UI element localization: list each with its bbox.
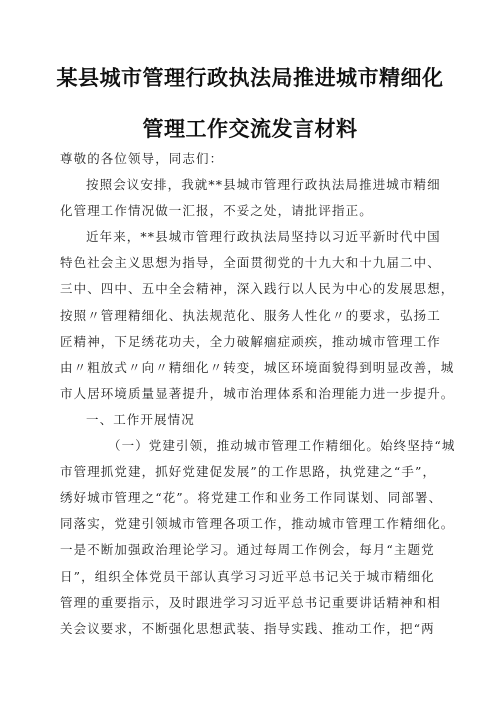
paragraph-line: 绣好城市管理之“花”。将党建工作和业务工作同谋划、同部署、 (60, 490, 443, 506)
paragraph-line: 日”，组织全体党员干部认真学习习近平总书记关于城市精细化 (60, 568, 435, 584)
document-body (60, 146, 456, 642)
document-title-line-1: 某县城市管理行政执法局推进城市精细化 (56, 66, 444, 90)
paragraph-line: 化管理工作情况做一汇报，不妥之处，请批评指正。 (60, 203, 373, 219)
paragraph-line: 三中、四中、五中全会精神，深入践行以人民为中心的发展思想， (60, 281, 455, 297)
paragraph-line: 按照会议安排，我就**县城市管理行政执法局推进城市精细 (86, 177, 441, 193)
paragraph-line: 市管理抓党建，抓好党建促发展”的工作思路，执党建之“手”， (60, 464, 437, 480)
paragraph-line: 特色社会主义思想为指导，全面贯彻党的十九大和十九届二中、 (60, 255, 441, 271)
paragraph-line: 同落实，党建引领城市管理各项工作，推动城市管理工作精细化。 (60, 516, 455, 532)
salutation: 尊敬的各位领导，同志们： (60, 151, 224, 166)
document-title-line-2: 管理工作交流发言材料 (142, 117, 358, 141)
paragraph-line: （一）党建引领，推动城市管理工作精细化。始终坚持“城 (108, 438, 456, 454)
paragraph-line: 近年来，**县城市管理行政执法局坚持以习近平新时代中国 (86, 229, 441, 245)
paragraph-line: 由〃粗放式〃向〃精细化〃转变，城区环境面貌得到明显改善，城 (60, 359, 455, 375)
paragraph-line: 关会议要求，不断强化思想武装、指导实践、推动工作，把“两 (60, 620, 435, 636)
section-heading: 一、工作开展情况 (86, 411, 195, 427)
paragraph-line: 按照〃管理精细化、执法规范化、服务人性化〃的要求，弘扬工 (60, 307, 441, 323)
paragraph-line: 匠精神，下足绣花功夫，全力破解痼症顽疾，推动城市管理工作 (60, 333, 441, 349)
paragraph-line: 市人居环境质量显著提升，城市治理体系和治理能力进一步提升。 (60, 385, 455, 401)
paragraph-line: 一是不断加强政治理论学习。通过每周工作例会，每月“主题党 (60, 542, 435, 558)
paragraph-line: 管理的重要指示，及时跟进学习习近平总书记重要讲话精神和相 (60, 594, 441, 610)
